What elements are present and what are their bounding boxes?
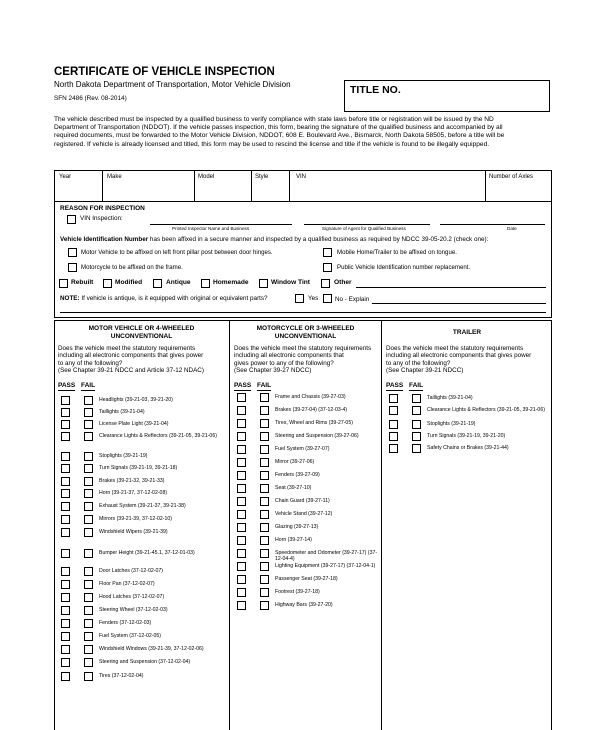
checklist-row: [230, 471, 381, 482]
inspector-name-caption: Printed Inspector Name and Business: [172, 226, 250, 231]
antique-no-label: No - Explain: [335, 296, 370, 303]
intro-line: required documents, must be forwarded to the Motor Vehicle Division, NDDOT, 608 E. Boulevard Ave., Bismarck, North Dakota 58505, before a title will be: [54, 132, 505, 140]
checklist-item-label: Horn (39-27-14): [275, 537, 312, 543]
checklist-row: [230, 458, 381, 469]
antique-yes-label: Yes: [308, 295, 319, 302]
form-number: SFN 2486 (Rev. 08-2014): [54, 95, 127, 102]
checklist-row: [54, 645, 229, 656]
pass-checkbox[interactable]: [61, 549, 70, 558]
title-number-label: TITLE NO.: [350, 84, 401, 96]
pass-checkbox[interactable]: [237, 536, 246, 545]
checklist-row: [54, 408, 229, 419]
checklist-item-label: Steering and Suspension (37-12-02-04): [99, 659, 191, 665]
fail-checkbox[interactable]: [84, 593, 93, 602]
fail-checkbox[interactable]: [260, 562, 269, 571]
trailer-items: [382, 0, 552, 730]
fail-checkbox[interactable]: [84, 658, 93, 667]
column-title: TRAILER: [452, 329, 482, 336]
motorcycle-items: [230, 0, 381, 730]
checklist-item-label: Clearance Lights & Reflectors (39-21-05, 39-21-06): [99, 433, 217, 439]
pass-checkbox[interactable]: [61, 452, 70, 461]
checklist-item-label: Frame and Chassis (39-27-03): [275, 394, 346, 400]
checklist-row: [230, 484, 381, 495]
checklist-item-label: Seat (39-27-10): [275, 485, 312, 491]
fail-checkbox[interactable]: [412, 420, 421, 429]
pillar-post-label: Motor Vehicle to be affixed on left front pillar post between door hinges.: [81, 249, 273, 256]
checklist-item-label: Stoplights (39-21-19): [99, 453, 148, 459]
checklist-row: [54, 658, 229, 669]
pass-checkbox[interactable]: [61, 432, 70, 441]
note-bold: NOTE:: [60, 295, 80, 302]
pass-checkbox[interactable]: [61, 420, 70, 429]
axles-field[interactable]: Number of Axles: [489, 174, 534, 180]
pass-checkbox[interactable]: [237, 393, 246, 402]
mobile-home-label: Mobile Home/Trailer to be affixed on tongue.: [337, 249, 457, 256]
window-tint-label: Window Tint: [271, 279, 311, 286]
pass-checkbox[interactable]: [237, 497, 246, 506]
fail-checkbox[interactable]: [84, 477, 93, 486]
checklist-row: [54, 619, 229, 630]
checklist-row: [54, 593, 229, 604]
pass-checkbox[interactable]: [389, 432, 398, 441]
checklist-item-label: Brakes (39-21-32, 39-21-33): [99, 478, 165, 484]
checklist-row: [54, 567, 229, 578]
checklist-row: [230, 601, 381, 612]
checklist-row: [230, 445, 381, 456]
checklist-item-label: Chain Guard (39-27-11): [275, 498, 330, 504]
homemade-label: Homemade: [213, 279, 249, 286]
vin-statement-bold: Vehicle Identification Number: [60, 236, 149, 243]
pass-checkbox[interactable]: [61, 567, 70, 576]
column-title: MOTOR VEHICLE OR 4-WHEELED: [88, 325, 195, 332]
pass-checkbox[interactable]: [61, 619, 70, 628]
fail-checkbox[interactable]: [84, 396, 93, 405]
checklist-row: [54, 452, 229, 463]
column-subtitle: UNCONVENTIONAL: [274, 333, 337, 340]
pass-header: PASS: [234, 382, 252, 389]
pass-checkbox[interactable]: [61, 658, 70, 667]
pass-checkbox[interactable]: [237, 445, 246, 454]
fail-checkbox[interactable]: [84, 515, 93, 524]
checklist-item-label: Fenders (39-27-09): [275, 472, 320, 478]
fail-checkbox[interactable]: [84, 619, 93, 628]
fail-checkbox[interactable]: [84, 528, 93, 537]
fail-checkbox[interactable]: [84, 606, 93, 615]
make-field[interactable]: Make: [107, 174, 122, 180]
fail-header: FAIL: [409, 382, 424, 389]
pass-checkbox[interactable]: [61, 464, 70, 473]
checklist-item-label: Tires (37-12-02-04): [99, 673, 144, 679]
agent-signature-caption: Signature of Agent for Qualified Business: [322, 226, 406, 231]
pass-checkbox[interactable]: [61, 593, 70, 602]
checklist-item-label: Windshield Windows (39-21-39, 37-12-02-06): [99, 646, 204, 652]
reason-heading: REASON FOR INSPECTION: [60, 205, 145, 212]
fail-checkbox[interactable]: [412, 444, 421, 453]
pass-checkbox[interactable]: [237, 419, 246, 428]
checklist-item-label: Vehicle Stand (39-27-12): [275, 511, 333, 517]
description-line: gives power to any of the following?: [234, 359, 334, 367]
pass-checkbox[interactable]: [61, 645, 70, 654]
checklist-row: [54, 606, 229, 617]
fail-checkbox[interactable]: [84, 632, 93, 641]
checklist-item-label: Clearance Lights & Reflectors (39-21-05, 39-21-06): [427, 407, 545, 413]
pass-checkbox[interactable]: [237, 549, 246, 558]
checklist-item-label: Hood Latches (37-12-02-07): [99, 594, 165, 600]
checklist-item-label: Mirrors (39-21-39, 37-12-02-10): [99, 516, 172, 522]
fail-checkbox[interactable]: [260, 393, 269, 402]
fail-checkbox[interactable]: [84, 567, 93, 576]
intro-line: registered. If vehicle is already licensed and titled, this form may be used to rescind the license and title if the vehicle is found to be illegally equipped.: [54, 140, 490, 148]
checklist-row: [54, 432, 229, 443]
pass-checkbox[interactable]: [389, 394, 398, 403]
pass-checkbox[interactable]: [237, 523, 246, 532]
pass-checkbox[interactable]: [61, 632, 70, 641]
year-field[interactable]: Year: [59, 174, 72, 180]
checklist-row: [382, 444, 552, 455]
fail-checkbox[interactable]: [84, 452, 93, 461]
vin-statement-text: has been affixed in a secure manner and inspected by a qualified business as required by NDCC 39-05-20.2 (check one):: [148, 236, 489, 243]
description-line: to any of the following?: [58, 359, 123, 367]
pass-checkbox[interactable]: [237, 575, 246, 584]
pass-checkbox[interactable]: [61, 489, 70, 498]
vin-field[interactable]: VIN: [296, 174, 307, 180]
pass-checkbox[interactable]: [237, 588, 246, 597]
fail-checkbox[interactable]: [260, 549, 269, 558]
fail-checkbox[interactable]: [84, 645, 93, 654]
column-title: MOTORCYCLE OR 3-WHEELED: [256, 325, 355, 332]
checklist-row: [54, 549, 229, 560]
motorcycle-frame-label: Motorcycle to be affixed on the frame.: [81, 264, 183, 271]
fail-checkbox[interactable]: [260, 419, 269, 428]
fail-checkbox[interactable]: [260, 484, 269, 493]
checklist-item-label: Windshield Wipers (39-21-39): [99, 529, 168, 535]
fail-header: FAIL: [257, 382, 272, 389]
note-text: If vehicle is antique, is it equipped with original or equivalent parts?: [81, 295, 268, 302]
vin-inspection-label: VIN Inspection:: [80, 215, 123, 222]
checklist-row: [230, 523, 381, 534]
fail-checkbox[interactable]: [260, 432, 269, 441]
checklist-row: [382, 420, 552, 431]
fail-checkbox[interactable]: [84, 502, 93, 511]
checklist-row: [230, 588, 381, 599]
pass-checkbox[interactable]: [237, 458, 246, 467]
pass-checkbox[interactable]: [61, 672, 70, 681]
pass-checkbox[interactable]: [237, 406, 246, 415]
form-title: CERTIFICATE OF VEHICLE INSPECTION: [54, 66, 275, 78]
checklist-item-label: Brakes (39-27-04) (37-12-03-4): [275, 407, 348, 413]
pass-checkbox[interactable]: [389, 420, 398, 429]
motor-vehicle-items: [54, 0, 229, 730]
fail-checkbox[interactable]: [260, 575, 269, 584]
checklist-item-label: Steering Wheel (37-12-02-03): [99, 607, 168, 613]
checklist-row: [230, 549, 381, 563]
fail-checkbox[interactable]: [260, 536, 269, 545]
checklist-row: [382, 406, 552, 417]
checklist-item-label: Lighting Equipment (39-27-17) (37-12-04-1): [275, 563, 376, 569]
checklist-row: [230, 497, 381, 508]
checklist-item-label: Glazing (39-27-13): [275, 524, 319, 530]
checklist-row: [54, 464, 229, 475]
pass-checkbox[interactable]: [237, 562, 246, 571]
description-line: including all electronic components that: [234, 352, 344, 360]
chapter-reference: (See Chapter 39-21 NDCC and Article 37-12 NDAC): [58, 367, 204, 375]
pass-checkbox[interactable]: [61, 528, 70, 537]
checklist-row: [54, 420, 229, 431]
model-field[interactable]: Model: [198, 174, 215, 180]
pass-checkbox[interactable]: [237, 484, 246, 493]
fail-checkbox[interactable]: [260, 588, 269, 597]
checklist-row: [230, 510, 381, 521]
checklist-item-label: Taillights (39-21-04): [99, 409, 145, 415]
department-name: North Dakota Department of Transportation, Motor Vehicle Division: [54, 80, 291, 89]
checklist-item-label: Highway Bars (39-27-20): [275, 602, 333, 608]
checklist-item-label: Taillights (39-21-04): [427, 395, 473, 401]
checklist-item-label: Fuel System (39-27-07): [275, 446, 330, 452]
style-field[interactable]: Style: [255, 174, 269, 180]
checklist-item-label: Horn (39-21-37, 37-12-02-08): [99, 490, 168, 496]
fail-checkbox[interactable]: [260, 497, 269, 506]
checklist-item-label: Stoplights (39-21-19): [427, 421, 476, 427]
checklist-item-label: Fenders (37-12-02-03): [99, 620, 152, 626]
description-line: Does the vehicle meet the statutory requirements: [58, 345, 196, 352]
checklist-row: [54, 528, 229, 539]
checklist-item-label: Tires, Wheel and Rims (39-27-05): [275, 420, 353, 426]
checklist-item-label: Speedometer and Odometer (39-27-17) (37-12-04-4): [275, 550, 378, 563]
pass-checkbox[interactable]: [389, 444, 398, 453]
fail-checkbox[interactable]: [84, 420, 93, 429]
checklist-row: [230, 562, 381, 573]
checklist-item-label: Mirror (39-27-06): [275, 459, 315, 465]
checklist-row: [54, 502, 229, 513]
fail-checkbox[interactable]: [84, 549, 93, 558]
checklist-item-label: Passenger Seat (39-27-18): [275, 576, 338, 582]
fail-checkbox[interactable]: [84, 408, 93, 417]
fail-checkbox[interactable]: [412, 406, 421, 415]
pass-checkbox[interactable]: [61, 606, 70, 615]
pass-checkbox[interactable]: [237, 471, 246, 480]
description-line: to any of the following?: [386, 359, 451, 367]
fail-checkbox[interactable]: [84, 489, 93, 498]
checklist-item-label: Door Latches (37-12-02-07): [99, 568, 164, 574]
other-label: Other: [334, 279, 352, 286]
fail-checkbox[interactable]: [84, 672, 93, 681]
public-vin-label: Public Vehicle Identification number replacement.: [337, 264, 471, 271]
checklist-row: [54, 580, 229, 591]
fail-checkbox[interactable]: [260, 471, 269, 480]
chapter-reference: (See Chapter 39-21 NDCC): [386, 367, 464, 375]
checklist-row: [230, 419, 381, 430]
pass-checkbox[interactable]: [61, 477, 70, 486]
checklist-row: [54, 632, 229, 643]
checklist-item-label: Floor Pan (37-12-02-07): [99, 581, 155, 587]
modified-label: Modified: [115, 279, 143, 286]
description-line: including all electronic components that gives power: [386, 352, 532, 360]
fail-checkbox[interactable]: [260, 445, 269, 454]
chapter-reference: (See Chapter 39-27 NDCC): [234, 367, 312, 375]
pass-checkbox[interactable]: [237, 432, 246, 441]
checklist-row: [54, 489, 229, 500]
fail-checkbox[interactable]: [260, 523, 269, 532]
fail-checkbox[interactable]: [412, 432, 421, 441]
pass-checkbox[interactable]: [61, 515, 70, 524]
fail-checkbox[interactable]: [260, 601, 269, 610]
intro-line: Department of Transportation (NDDOT). If the vehicle passes inspection, this form, bearing the signature of the qualified business and accompanied by all: [54, 124, 503, 132]
checklist-item-label: Turn Signals (39-21-19, 39-21-20): [427, 433, 506, 439]
checklist-row: [54, 672, 229, 683]
fail-checkbox[interactable]: [260, 458, 269, 467]
checklist-row: [230, 432, 381, 443]
checklist-row: [230, 536, 381, 547]
checklist-item-label: Bumper Height (39-21-45.1, 37-12-01-03): [99, 550, 195, 556]
fail-checkbox[interactable]: [84, 464, 93, 473]
checklist-row: [54, 515, 229, 526]
checklist-row: [382, 432, 552, 443]
checklist-row: [230, 393, 381, 404]
intro-line: The vehicle described must be inspected by a qualified business to verify compliance with state laws before title or registration will be issued by the ND: [54, 116, 494, 123]
fail-checkbox[interactable]: [84, 580, 93, 589]
description-line: including all electronic components that gives power: [58, 352, 204, 360]
antique-label: Antique: [166, 279, 191, 286]
checklist-item-label: Safety Chains or Brakes (39-21-44): [427, 445, 509, 451]
description-line: Does the vehicle meet the statutory requirements: [386, 345, 524, 352]
checklist-item-label: Headlights (39-21-03, 39-21-20): [99, 397, 173, 403]
fail-header: FAIL: [81, 382, 96, 389]
checklist-item-label: Footrest (39-27-18): [275, 589, 320, 595]
pass-checkbox[interactable]: [61, 396, 70, 405]
checklist-row: [382, 394, 552, 405]
rebuilt-label: Rebuilt: [71, 279, 94, 286]
fail-checkbox[interactable]: [412, 394, 421, 403]
checklist-row: [54, 477, 229, 488]
checklist-item-label: Steering and Suspension (39-27-06): [275, 433, 359, 439]
checklist-item-label: Turn Signals (39-21-19, 39-21-18): [99, 465, 178, 471]
pass-checkbox[interactable]: [61, 408, 70, 417]
date-caption: Date: [507, 226, 517, 231]
checklist-item-label: Fuel System (37-12-02-05): [99, 633, 161, 639]
fail-checkbox[interactable]: [84, 432, 93, 441]
description-line: Does the vehicle meet the statutory requirements: [234, 345, 372, 352]
fail-checkbox[interactable]: [260, 406, 269, 415]
checklist-item-label: Exhaust System (39-21-37, 39-21-38): [99, 503, 186, 509]
pass-header: PASS: [386, 382, 404, 389]
checklist-row: [230, 575, 381, 586]
pass-header: PASS: [58, 382, 76, 389]
column-subtitle: UNCONVENTIONAL: [110, 333, 173, 340]
pass-checkbox[interactable]: [61, 502, 70, 511]
pass-checkbox[interactable]: [61, 580, 70, 589]
checklist-row: [230, 406, 381, 417]
fail-checkbox[interactable]: [260, 510, 269, 519]
checklist-row: [54, 396, 229, 407]
pass-checkbox[interactable]: [389, 406, 398, 415]
pass-checkbox[interactable]: [237, 510, 246, 519]
checklist-item-label: License Plate Light (39-21-04): [99, 421, 169, 427]
pass-checkbox[interactable]: [237, 601, 246, 610]
